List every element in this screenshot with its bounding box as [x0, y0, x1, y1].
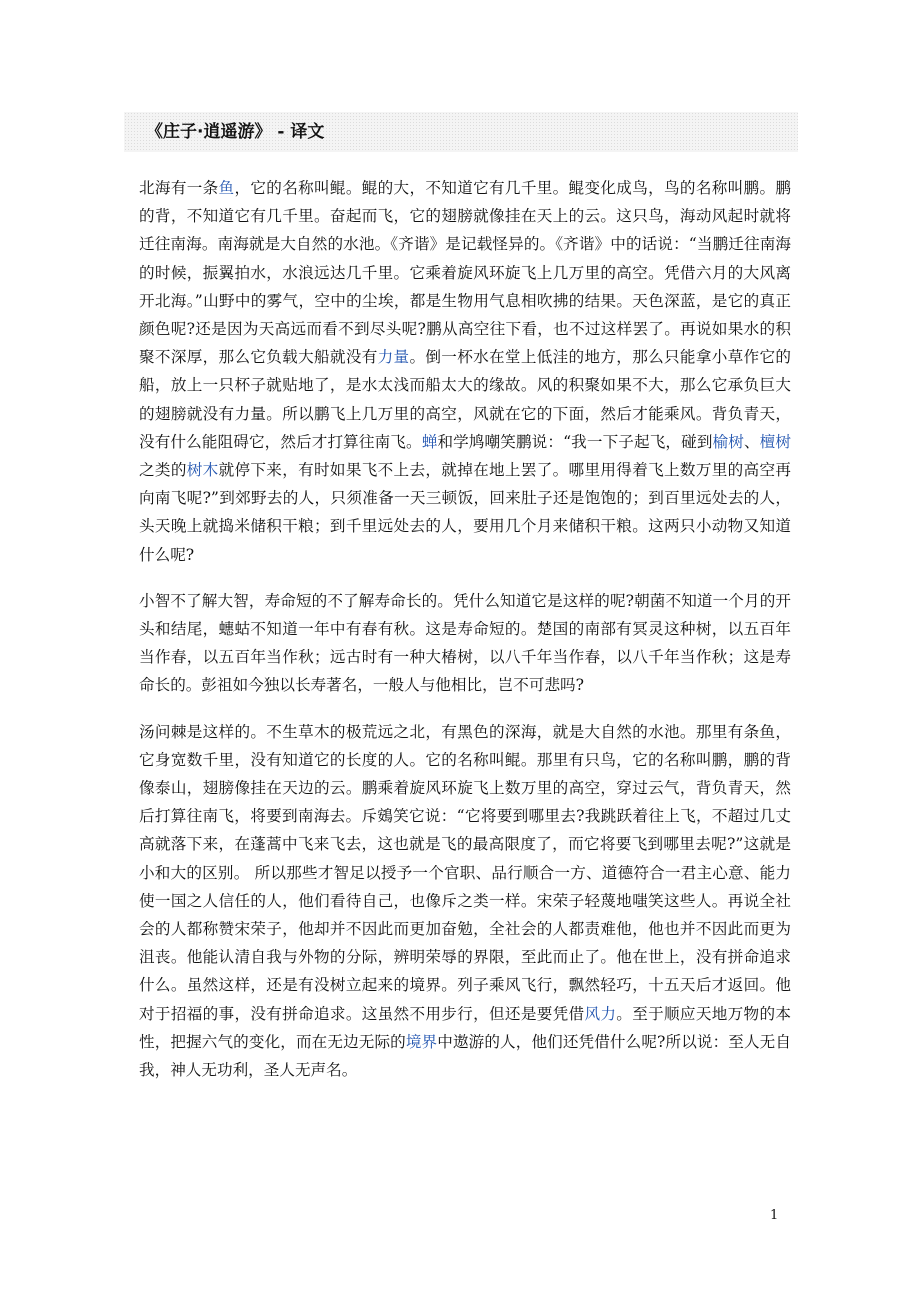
keyword-link[interactable]: 檀树: [759, 432, 791, 451]
text-run: 。至于顺应天地万物的本性，把握六气的变化，而在无边无际的: [139, 1004, 791, 1051]
paragraph-1: [139, 174, 791, 569]
document-body: [139, 174, 791, 1102]
page-number: 1: [770, 1208, 779, 1223]
keyword-link[interactable]: 力量: [377, 348, 410, 367]
text-run: 和学鸠嘲笑鹏说：“我一下子起飞，碰到: [437, 432, 713, 451]
text-run: 、: [743, 432, 760, 451]
text-run: ，它的名称叫鲲。鲲的大，不知道它有几千里。鲲变化成鸟，鸟的名称叫鹏。鹏的背，不知道它有几千里。奋起而飞，它的翅膀就像挂在天上的云。这只鸟，海动风起时就将迁往南海。南海就是大自然的水池。《齐谐》是记载怪异的。《齐谐》中的话说：“当鹏迁往南海的时候，振翼拍水，水浪远达几千里。它乘着旋风环旋飞上几万里的高空。凭借六月的大风离开北海。”山野中的雾气，空中的尘埃，都是生物用气息相吹拂的结果。天色深蓝，是它的真正颜色呢?还是因为天高远而看不到尽头呢?鹏从高空往下看，也不过这样罢了。再说如果水的积聚不深厚，那么它负载大船就没有: [139, 179, 791, 367]
keyword-link[interactable]: 境界: [405, 1032, 438, 1051]
keyword-link[interactable]: 蝉: [421, 432, 438, 451]
document-title: 《庄子·逍遥游》 - 译文: [146, 122, 325, 142]
keyword-link[interactable]: 榆树: [712, 432, 744, 451]
text-run: 北海有一条: [139, 179, 219, 197]
paragraph-2: [139, 587, 791, 700]
text-run: 汤问棘是这样的。不生草木的极荒远之北，有黑色的深海，就是大自然的水池。那里有条鱼，它身宽数千里，没有知道它的长度的人。它的名称叫鲲。那里有只鸟，它的名称叫鹏，鹏的背像泰山，翅膀像挂在天边的云。鹏乘着旋风环旋飞上数万里的高空，穿过云气，背负青天，然后打算往南飞，将要到南海去。斥鴳笑它说：“它将要到哪里去?我跳跃着往上飞，不超过几丈高就落下来，在蓬蒿中飞来飞去，这也就是飞的最高限度了，而它将要飞到哪里去呢?”这就是小和大的区别。 所以那些才智足以授予一个官职、品行顺合一方、道德符合一君主心意、能力使一国之人信任的人，他们看待自己，也像斥之类一样。宋荣子轻蔑地嗤笑这些人。再说全社会的人都称赞宋荣子，他却并不因此而更加奋勉，全社会的人都责难他，他也并不因此而更为沮丧。他能认清自我与外物的分际，辨明荣辱的界限，至此而止了。他在世上，没有拼命追求什么。虽然这样，还是有没树立起来的境界。列子乘风飞行，飘然轻巧，十五天后才返回。他对于招福的事，没有拼命追求。这虽然不用步行，但还是要凭借: [139, 722, 791, 1023]
document-title-bar: [124, 112, 798, 152]
text-run: 。倒一杯水在堂上低洼的地方，那么只能拿小草作它的船，放上一只杯子就贴地了，是水太浅而船太大的缘故。风的积聚如果不大，那么它承负巨大的翅膀就没有力量。所以鹏飞上几万里的高空，风就在它的下面，然后才能乘风。背负青天，没有什么能阻碍它，然后才打算往南飞。: [139, 348, 791, 451]
text-run: 之类的: [139, 461, 187, 480]
text-run: 就停下来，有时如果飞不上去，就掉在地上罢了。哪里用得着飞上数万里的高空再向南飞呢?”到郊野去的人，只须准备一天三顿饭，回来肚子还是饱饱的；到百里远处去的人，头天晚上就捣米储积干粮；到千里远处去的人，要用几个月来储积干粮。这两只小动物又知道什么呢?: [139, 461, 791, 564]
paragraph-3: [139, 718, 791, 1085]
keyword-link[interactable]: 风力: [584, 1004, 617, 1023]
text-run: 中遨游的人，他们还凭借什么呢?所以说：至人无自我，神人无功利，圣人无声名。: [139, 1032, 791, 1080]
keyword-link[interactable]: 鱼: [218, 179, 235, 197]
text-run: 小智不了解大智，寿命短的不了解寿命长的。凭什么知道它是这样的呢?朝菌不知道一个月的开头和结尾，蟪蛄不知道一年中有春有秋。这是寿命短的。楚国的南部有冥灵这种树，以五百年当作春，以五百年当作秋；远古时有一种大椿树，以八千年当作春，以八千年当作秋；这是寿命长的。彭祖如今独以长寿著名，一般人与他相比，岂不可悲吗?: [139, 591, 791, 695]
keyword-link[interactable]: 树木: [186, 461, 219, 480]
